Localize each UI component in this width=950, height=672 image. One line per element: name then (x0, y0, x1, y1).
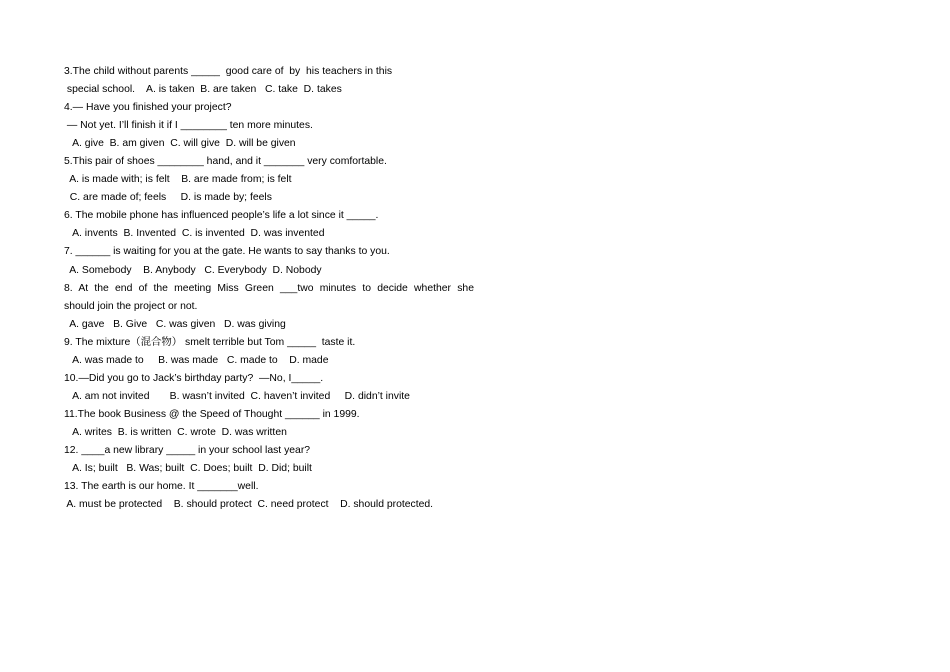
question-5-stem: 5.This pair of shoes ________ hand, and it _______ very comfortable. (64, 156, 387, 168)
question-7-options: A. Somebody B. Anybody C. Everybody D. Nobody (64, 264, 322, 276)
question-11-stem: 11.The book Business @ the Speed of Thought ______ in 1999. (64, 408, 360, 420)
question-6-options: A. invents B. Invented C. is invented D. was invented (64, 228, 325, 240)
question-9-stem: 9. The mixture（混合物） smelt terrible but Tom _____ taste it. (64, 336, 356, 348)
question-8-options: A. gave B. Give C. was given D. was giving (64, 318, 286, 330)
question-10-stem: 10.—Did you go to Jack’s birthday party? —No, I_____. (64, 372, 324, 384)
question-13-options: A. must be protected B. should protect C. need protect D. should protected. (64, 499, 434, 511)
question-4-stem: 4.— Have you finished your project? (64, 102, 232, 114)
question-12-stem: 12. ____a new library _____ in your school last year? (64, 444, 311, 456)
question-5-options-cd: C. are made of; feels D. is made by; feels (64, 192, 272, 204)
question-4-options: A. give B. am given C. will give D. will be given (64, 138, 296, 150)
question-8-stem-continued: should join the project or not. (64, 300, 198, 312)
question-11-options: A. writes B. is written C. wrote D. was written (64, 426, 287, 438)
question-4-reply: — Not yet. I’ll finish it if I ________ ten more minutes. (64, 120, 313, 132)
question-3-options: special school. A. is taken B. are taken C. take D. takes (64, 84, 342, 96)
question-10-options: A. am not invited B. wasn’t invited C. haven’t invited D. didn’t invite (64, 390, 410, 402)
question-5-options-ab: A. is made with; is felt B. are made from; is felt (64, 174, 292, 186)
question-8-stem: 8. At the end of the meeting Miss Green ___two minutes to decide whether she (64, 282, 474, 294)
question-9-options: A. was made to B. was made C. made to D. made (64, 354, 329, 366)
question-13-stem: 13. The earth is our home. It _______well. (64, 481, 259, 493)
question-12-options: A. Is; built B. Was; built C. Does; built D. Did; built (64, 463, 312, 475)
question-7-stem: 7. ______ is waiting for you at the gate. He wants to say thanks to you. (64, 246, 390, 258)
question-3-stem: 3.The child without parents _____ good care of by his teachers in this (64, 66, 393, 77)
exercise-text (64, 63, 474, 514)
question-6-stem: 6. The mobile phone has influenced people’s life a lot since it _____. (64, 210, 379, 222)
